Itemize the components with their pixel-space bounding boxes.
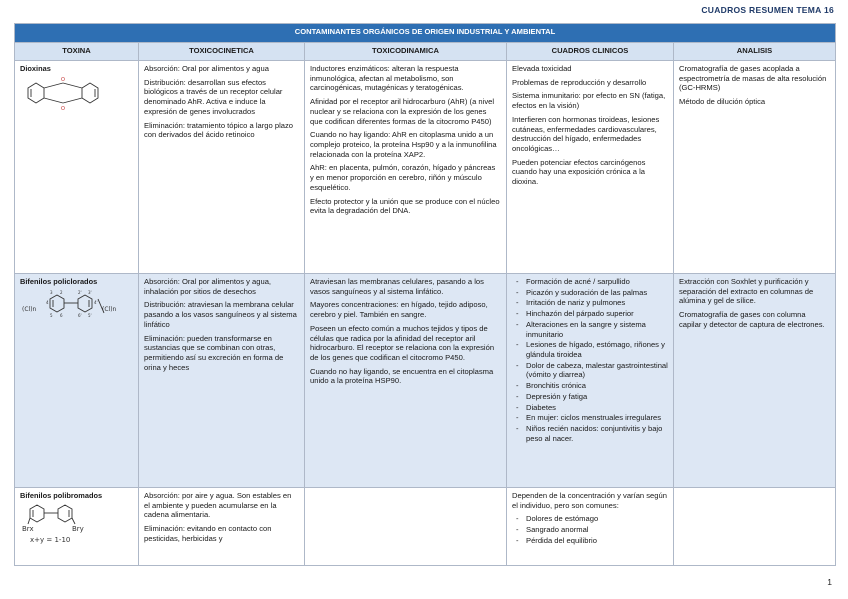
toxicodinamica-text: Cuando no hay ligando: AhR en citoplasma unido a un complejo proteico, la proteína Hsp90 y a la inmunofilina relacionada con la proteína XAP2. <box>310 130 497 159</box>
toxicodinamica-text: Inductores enzimáticos: alteran la respuesta inmunológica, afectan al metabolismo, son carcinogénicas, mutagénicas y teratogénicas. <box>310 64 464 93</box>
cuadros-clinicos-cell <box>507 61 674 274</box>
toxicodinamica-text: Cuando no hay ligando, se encuentra en el citoplasma unido a la proteína HSP90. <box>310 366 494 386</box>
toxicodinamica-text: Atraviesan las membranas celulares, pasando a los vasos sanguíneos y al sistema linfático. <box>310 277 484 296</box>
list-item: - Bronchitis crónica <box>526 381 668 391</box>
list-item: - Irritación de nariz y pulmones <box>526 298 668 308</box>
list-item: - Dolor de cabeza, malestar gastrointestinal (vómito y diarrea) <box>526 361 668 380</box>
column-header-toxina: TOXINA <box>15 43 139 61</box>
toxicocinetica-cell <box>139 61 305 274</box>
column-header-toxicocinetica: TOXICOCINETICA <box>139 43 305 61</box>
toxicodinamica-cell <box>305 274 507 488</box>
pcb-left-label: (Cl)n <box>22 306 37 314</box>
list-item: - Alteraciones en la sangre y sistema inmunitario <box>526 320 668 339</box>
analisis-text: Extracción con Soxhlet y purificación y separación del extracto en columnas de alúmina y gel de sílice. <box>679 277 814 306</box>
toxina-cell <box>15 61 139 274</box>
list-item: - Depresión y fatiga <box>526 392 668 402</box>
list-item: - Lesiones de hígado, estómago, riñones y glándula tiroidea <box>526 340 668 359</box>
cuadros-list <box>512 514 668 545</box>
column-header-toxicodinamica: TOXICODINAMICA <box>305 43 507 61</box>
table-title: CONTAMINANTES ORGÁNICOS DE ORIGEN INDUSTRIAL Y AMBIENTAL <box>15 24 836 43</box>
toxicocinetica-text: Eliminación: evitando en contacto con pesticidas, herbicidas y <box>144 524 272 543</box>
svg-text:6: 6 <box>60 313 63 319</box>
analisis-text: Cromatografía de gases con columna capilar y detector de captura de electrones. <box>679 310 825 329</box>
svg-text:4: 4 <box>46 300 49 306</box>
toxicodinamica-text: Afinidad por el receptor aril hidrocarburo (AhR) (a nivel nuclear y se relaciona con la expresión de los genes que codifican diferentes formas de la citocromo P450) <box>310 97 495 126</box>
analisis-cell <box>674 274 836 488</box>
list-item: - Picazón y sudoración de las palmas <box>526 288 668 298</box>
analisis-cell <box>674 61 836 274</box>
cuadros-intro-text: Dependen de la concentración y varían según el individuo, pero son comunes: <box>512 491 667 510</box>
toxicodinamica-text: Efecto protector y la unión que se produce con el núcleo evita la degradación del DNA. <box>310 196 500 216</box>
cuadros-text: Pueden potenciar efectos carcinógenos cuando hay una exposición crónica a la dioxina. <box>512 157 646 187</box>
list-item: - Niños recién nacidos: conjuntivitis y bajo peso al nacer. <box>526 424 668 443</box>
toxina-name: Bifenilos policlorados <box>20 277 98 286</box>
list-item: - Pérdida del equilibrio <box>526 536 668 546</box>
column-header-analisis: ANALISIS <box>674 43 836 61</box>
cuadros-clinicos-cell <box>507 488 674 566</box>
table-row-bifenilos-polibromados <box>15 488 836 566</box>
pbb-right-label: Bry <box>72 525 84 534</box>
contaminants-table <box>14 23 836 566</box>
pcb-right-label: (Cl)n <box>102 306 117 314</box>
toxina-name: Dioxinas <box>20 64 51 73</box>
cuadros-list <box>512 277 668 444</box>
pbb-left-label: Brx <box>22 525 34 534</box>
toxicocinetica-cell <box>139 488 305 566</box>
toxina-cell <box>15 488 139 566</box>
svg-text:5: 5 <box>50 313 53 319</box>
analisis-text: Método de dilución óptica <box>679 97 766 107</box>
toxicocinetica-text: Distribución: atraviesan la membrana celular pasando a los vasos sanguíneos y al sistema linfático <box>144 300 297 329</box>
svg-text:6': 6' <box>78 313 82 319</box>
svg-text:4': 4' <box>94 300 98 306</box>
toxina-cell <box>15 274 139 488</box>
list-item: - Hinchazón del párpado superior <box>526 309 668 319</box>
svg-text:3': 3' <box>88 290 92 296</box>
svg-text:2: 2 <box>60 290 63 296</box>
cuadros-text: Elevada toxicidad <box>512 64 572 73</box>
toxicodinamica-text: AhR: en placenta, pulmón, corazón, hígado y páncreas y en menor proporción en cerebro, riñón y músculo esquelético. <box>310 163 496 192</box>
pbb-structure-icon <box>20 503 133 545</box>
cuadros-clinicos-cell <box>507 274 674 488</box>
analisis-cell <box>674 488 836 566</box>
list-item: - Sangrado anormal <box>526 525 668 535</box>
document-header-title: CUADROS RESUMEN TEMA 16 <box>701 5 834 15</box>
toxicocinetica-text: Absorción: por aire y agua. Son estables en el ambiente y pueden acumularse en la cadena alimentaria. <box>144 491 292 520</box>
list-item: - Dolores de estómago <box>526 514 668 524</box>
toxicocinetica-cell <box>139 274 305 488</box>
table-row-bifenilos-policlorados <box>15 274 836 488</box>
toxicocinetica-text: Eliminación: tratamiento tópico a largo plazo con derivados del ácido retinoico <box>144 120 294 140</box>
pcb-structure-icon <box>20 289 133 325</box>
toxicodinamica-text: Poseen un efecto común a muchos tejidos y tipos de células que radica por la afinidad del receptor aril hidrocarburo. El receptor se relaciona con la expresión de los genes que codifican el citocromo P450. <box>310 323 495 363</box>
svg-text:3: 3 <box>50 290 53 296</box>
page-number: 1 <box>827 577 832 587</box>
svg-text:5': 5' <box>88 313 92 319</box>
toxicocinetica-text: Absorción: Oral por alimentos y agua, inhalación por sitios de desechos <box>144 277 272 296</box>
svg-text:O: O <box>61 77 65 84</box>
list-item: - Formación de acné / sarpullido <box>526 277 668 287</box>
pbb-formula-label: x+y = 1-10 <box>30 536 71 545</box>
toxina-name: Bifenilos polibromados <box>20 491 103 500</box>
column-header-cuadros-clinicos: CUADROS CLINICOS <box>507 43 674 61</box>
svg-text:O: O <box>61 106 65 113</box>
table-row-dioxinas <box>15 61 836 274</box>
toxicodinamica-text: Mayores concentraciones: en hígado, tejido adiposo, cerebro y piel. También en sangre. <box>310 300 488 320</box>
list-item: - Diabetes <box>526 403 668 413</box>
cuadros-text: Interfieren con hormonas tiroideas, lesiones cutáneas, enfermedades cardiovasculares, destrucción del hígado, enfermedades oncológicas… <box>512 114 660 154</box>
svg-text:2': 2' <box>78 290 82 296</box>
toxicocinetica-text: Distribución: desarrollan sus efectos biológicos a través de un receptor celular denominado AhR. Activa e induce la expresión de genes involucrados <box>144 77 283 116</box>
cuadros-text: Problemas de reproducción y desarrollo <box>512 77 647 87</box>
analisis-text: Cromatografía de gases acoplada a espectrometría de masas de alta resolución (GC-HRMS) <box>679 64 827 93</box>
list-item: - En mujer: ciclos menstruales irregulares <box>526 413 668 423</box>
toxicocinetica-text: Eliminación: pueden transformarse en sustancias que se combinan con otras, permitiendo así su excreción en forma de orina y heces <box>144 333 284 372</box>
toxicocinetica-text: Absorción: Oral por alimentos y agua <box>144 64 269 73</box>
toxicodinamica-cell <box>305 61 507 274</box>
cuadros-text: Sistema inmunitario: por efecto en SN (fatiga, efectos en la visión) <box>512 91 666 111</box>
dioxin-structure-icon <box>20 76 133 116</box>
toxicodinamica-cell <box>305 488 507 566</box>
